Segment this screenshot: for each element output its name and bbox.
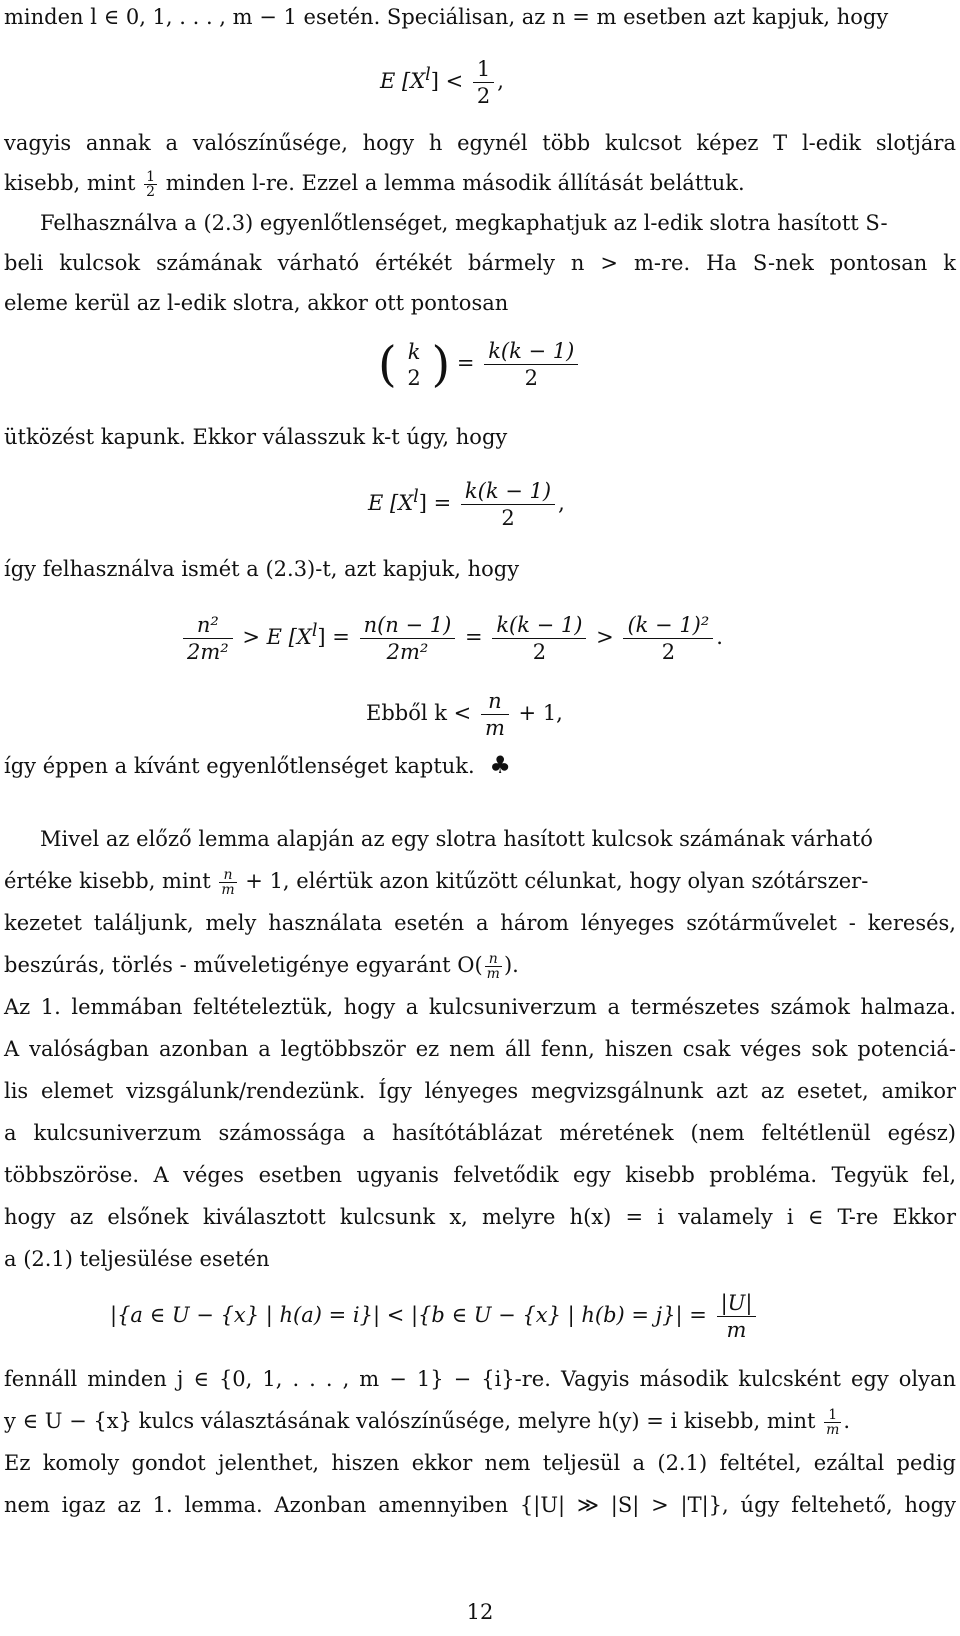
text-line: így felhasználva ismét a (2.3)-t, azt kapjuk, hogy bbox=[4, 557, 520, 581]
text-line: a (2.1) teljesülése esetén bbox=[4, 1247, 270, 1271]
text-line: minden l ∈ 0, 1, . . . , m − 1 esetén. Speciálisan, az n = m esetben azt kapjuk, hogy bbox=[4, 5, 889, 29]
text-line: Mivel az előző lemma alapján az egy slotra hasított kulcsok számának várható bbox=[40, 827, 873, 851]
text-line: kisebb, mint $\frac{1}{2}$ minden l-re. Ezzel a lemma második állítását beláttuk. bbox=[4, 169, 745, 200]
text-line: Felhasználva a (2.3) egyenlőtlenséget, megkaphatjuk az l-edik slotra hasított S- bbox=[40, 211, 888, 235]
equation-expectation-bound: E $[X^l]$ < $\frac{1}{2}$ , bbox=[380, 57, 504, 108]
text-line: értéke kisebb, mint $\frac{n}{m}$ + 1, elértük azon kitűzött célunkat, hogy olyan szótárszer- bbox=[4, 867, 869, 898]
equation-conclusion: Ebből k < $\frac{n}{m}$ + 1, bbox=[366, 689, 563, 740]
text-line: A valóságban azonban a legtöbbször ez nem áll fenn, hiszen csak véges sok potenciá- bbox=[4, 1037, 956, 1061]
equation-expectation-choice: E $[X^l]$ = $\frac{k(k - 1)}{2}$ , bbox=[368, 479, 565, 530]
text-line: ütközést kapunk. Ekkor válasszuk k-t úgy, hogy bbox=[4, 425, 508, 449]
text-line: vagyis annak a valószínűsége, hogy h egynél több kulcsot képez T l-edik slotjára bbox=[4, 131, 956, 155]
text-line: y ∈ U − {x} kulcs választásának valószínűsége, melyre h(y) = i kisebb, mint $\frac{1}{m}$ . bbox=[4, 1407, 851, 1438]
equation-binomial: ( k 2 ) = $\frac{k(k - 1)}{2}$ bbox=[378, 338, 581, 391]
text-line: többszöröse. A véges esetben ugyanis felvetődik egy kisebb probléma. Tegyük fel, bbox=[4, 1163, 956, 1187]
text-line: kezetet találjunk, mely használata esetén a három lényeges szótárművelet - keresés, bbox=[4, 911, 956, 935]
text-line: eleme kerül az l-edik slotra, akkor ott pontosan bbox=[4, 291, 509, 315]
page-number: 12 bbox=[466, 1600, 494, 1624]
text-line: beszúrás, törlés - műveletigénye egyaránt O( $\frac{n}{m}$ ). bbox=[4, 951, 519, 982]
equation-set-probability: |{a ∈ U − {x} | h(a) = i}| < |{b ∈ U − {x} | h(b) = j}| = $\frac{|U|}{m}$ bbox=[110, 1290, 759, 1343]
text-line: nem igaz az 1. lemma. Azonban amennyiben {|U| ≫ |S| > |T|}, úgy feltehető, hogy bbox=[4, 1493, 956, 1517]
equation-chain: $\frac{\text{n²}}{\text{2m²}}$ > E $[X^l]$ = $\frac{n(n - 1)}{\text{2m²}}$ = $\frac{k(k - 1)}{2}$ > $\frac{\text{(k − 1)²}}{2}$ . bbox=[180, 612, 723, 665]
text-line: beli kulcsok számának várható értékét bármely n > m-re. Ha S-nek pontosan k bbox=[4, 251, 956, 275]
text-line: lis elemet vizsgálunk/rendezünk. Így lényeges megvizsgálnunk azt az esetet, amikor bbox=[4, 1079, 956, 1103]
text-line: fennáll minden j ∈ {0, 1, . . . , m − 1} − {i}-re. Vagyis második kulcsként egy olyan bbox=[4, 1367, 956, 1391]
text-line: Az 1. lemmában feltételeztük, hogy a kulcsuniverzum a természetes számok halmaza. bbox=[4, 995, 956, 1019]
qed-club-icon: ♣ bbox=[489, 751, 511, 779]
text-line: így éppen a kívánt egyenlőtlenséget kaptuk. ♣ bbox=[4, 751, 511, 779]
text-line: Ez komoly gondot jelenthet, hiszen ekkor nem teljesül a (2.1) feltétel, ezáltal pedig bbox=[4, 1451, 956, 1475]
text-line: hogy az elsőnek kiválasztott kulcsunk x, melyre h(x) = i valamely i ∈ T-re Ekkor bbox=[4, 1205, 956, 1229]
text-line: a kulcsuniverzum számossága a hasítótáblázat méretének (nem feltétlenül egész) bbox=[4, 1121, 956, 1145]
